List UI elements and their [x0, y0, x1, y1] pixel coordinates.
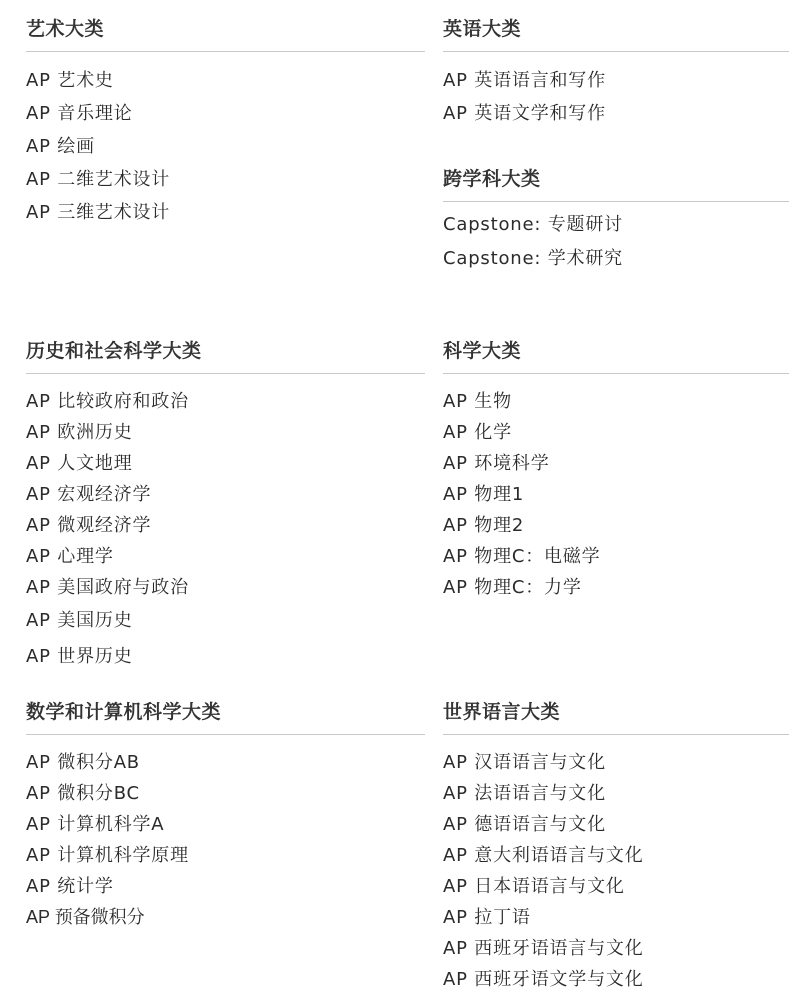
section-title-math-cs: 数学和计算机科学大类	[26, 701, 222, 723]
section-divider	[26, 734, 425, 735]
course-item[interactable]: AP 日本语语言与文化	[443, 876, 625, 897]
course-item[interactable]: AP 美国政府与政治	[26, 577, 189, 598]
course-item[interactable]: AP 化学	[443, 422, 512, 443]
course-item[interactable]: AP 人文地理	[26, 453, 133, 474]
section-art	[26, 17, 426, 229]
section-divider	[443, 51, 789, 52]
course-item[interactable]: AP 法语语言与文化	[443, 783, 606, 804]
section-title-interdisciplinary: 跨学科大类	[443, 168, 541, 190]
section-title-science: 科学大类	[443, 340, 522, 362]
course-item[interactable]: Capstone: 专题研讨	[443, 214, 623, 235]
course-item[interactable]: AP 拉丁语	[443, 907, 531, 928]
section-science	[443, 339, 789, 603]
course-item[interactable]: AP 预备微积分	[26, 907, 145, 927]
course-item[interactable]: AP 心理学	[26, 546, 114, 567]
course-item[interactable]: AP 物理C：电磁学	[443, 546, 601, 567]
section-title-history-social: 历史和社会科学大类	[26, 340, 202, 362]
section-history-social	[26, 339, 426, 675]
section-math-cs	[26, 700, 426, 933]
course-item[interactable]: AP 三维艺术设计	[26, 202, 171, 223]
course-item[interactable]: AP 统计学	[26, 876, 114, 897]
course-item[interactable]: AP 德语语言与文化	[443, 814, 606, 835]
section-divider	[26, 51, 425, 52]
section-interdisciplinary	[443, 167, 789, 276]
course-item[interactable]: AP 汉语语言与文化	[443, 752, 606, 773]
course-list-world-languages	[443, 747, 789, 995]
course-item[interactable]: AP 微积分BC	[26, 783, 140, 804]
course-item[interactable]: AP 二维艺术设计	[26, 169, 171, 190]
section-divider	[26, 373, 425, 374]
course-item[interactable]: AP 物理1	[443, 484, 525, 505]
course-item[interactable]: AP 英语语言和写作	[443, 70, 606, 91]
course-item[interactable]: AP 计算机科学原理	[26, 845, 189, 866]
section-divider	[443, 734, 789, 735]
course-item[interactable]: AP 微积分AB	[26, 752, 140, 773]
course-item[interactable]: AP 西班牙语语言与文化	[443, 938, 644, 959]
section-english	[443, 17, 789, 130]
course-item[interactable]: AP 生物	[443, 391, 512, 412]
course-list-art	[26, 64, 426, 229]
course-item[interactable]: Capstone: 学术研究	[443, 248, 623, 269]
course-item[interactable]: AP 艺术史	[26, 70, 114, 91]
course-item[interactable]: AP 微观经济学	[26, 515, 152, 536]
course-item[interactable]: AP 意大利语语言与文化	[443, 845, 644, 866]
course-item[interactable]: AP 物理C：力学	[443, 577, 582, 598]
section-title-art: 艺术大类	[26, 18, 105, 40]
course-item[interactable]: AP 欧洲历史	[26, 422, 133, 443]
course-item[interactable]: AP 西班牙语文学与文化	[443, 969, 644, 990]
course-item[interactable]: AP 物理2	[443, 515, 525, 536]
course-list-interdisciplinary	[443, 208, 789, 276]
course-item[interactable]: AP 世界历史	[26, 646, 133, 667]
course-item[interactable]: AP 环境科学	[443, 453, 550, 474]
section-title-world-languages: 世界语言大类	[443, 701, 561, 723]
course-item[interactable]: AP 绘画	[26, 136, 95, 157]
course-list-science	[443, 386, 789, 603]
course-item[interactable]: AP 比较政府和政治	[26, 391, 189, 412]
course-item[interactable]: AP 美国历史	[26, 610, 133, 631]
course-list-history-social	[26, 386, 426, 675]
section-title-english: 英语大类	[443, 18, 522, 40]
course-item[interactable]: AP 音乐理论	[26, 103, 133, 124]
course-item[interactable]: AP 宏观经济学	[26, 484, 152, 505]
course-item[interactable]: AP 计算机科学A	[26, 814, 165, 835]
section-world-languages	[443, 700, 789, 995]
course-list-math-cs	[26, 747, 426, 933]
section-divider	[443, 201, 789, 202]
course-list-english	[443, 64, 789, 130]
course-item[interactable]: AP 英语文学和写作	[443, 103, 606, 124]
section-divider	[443, 373, 789, 374]
